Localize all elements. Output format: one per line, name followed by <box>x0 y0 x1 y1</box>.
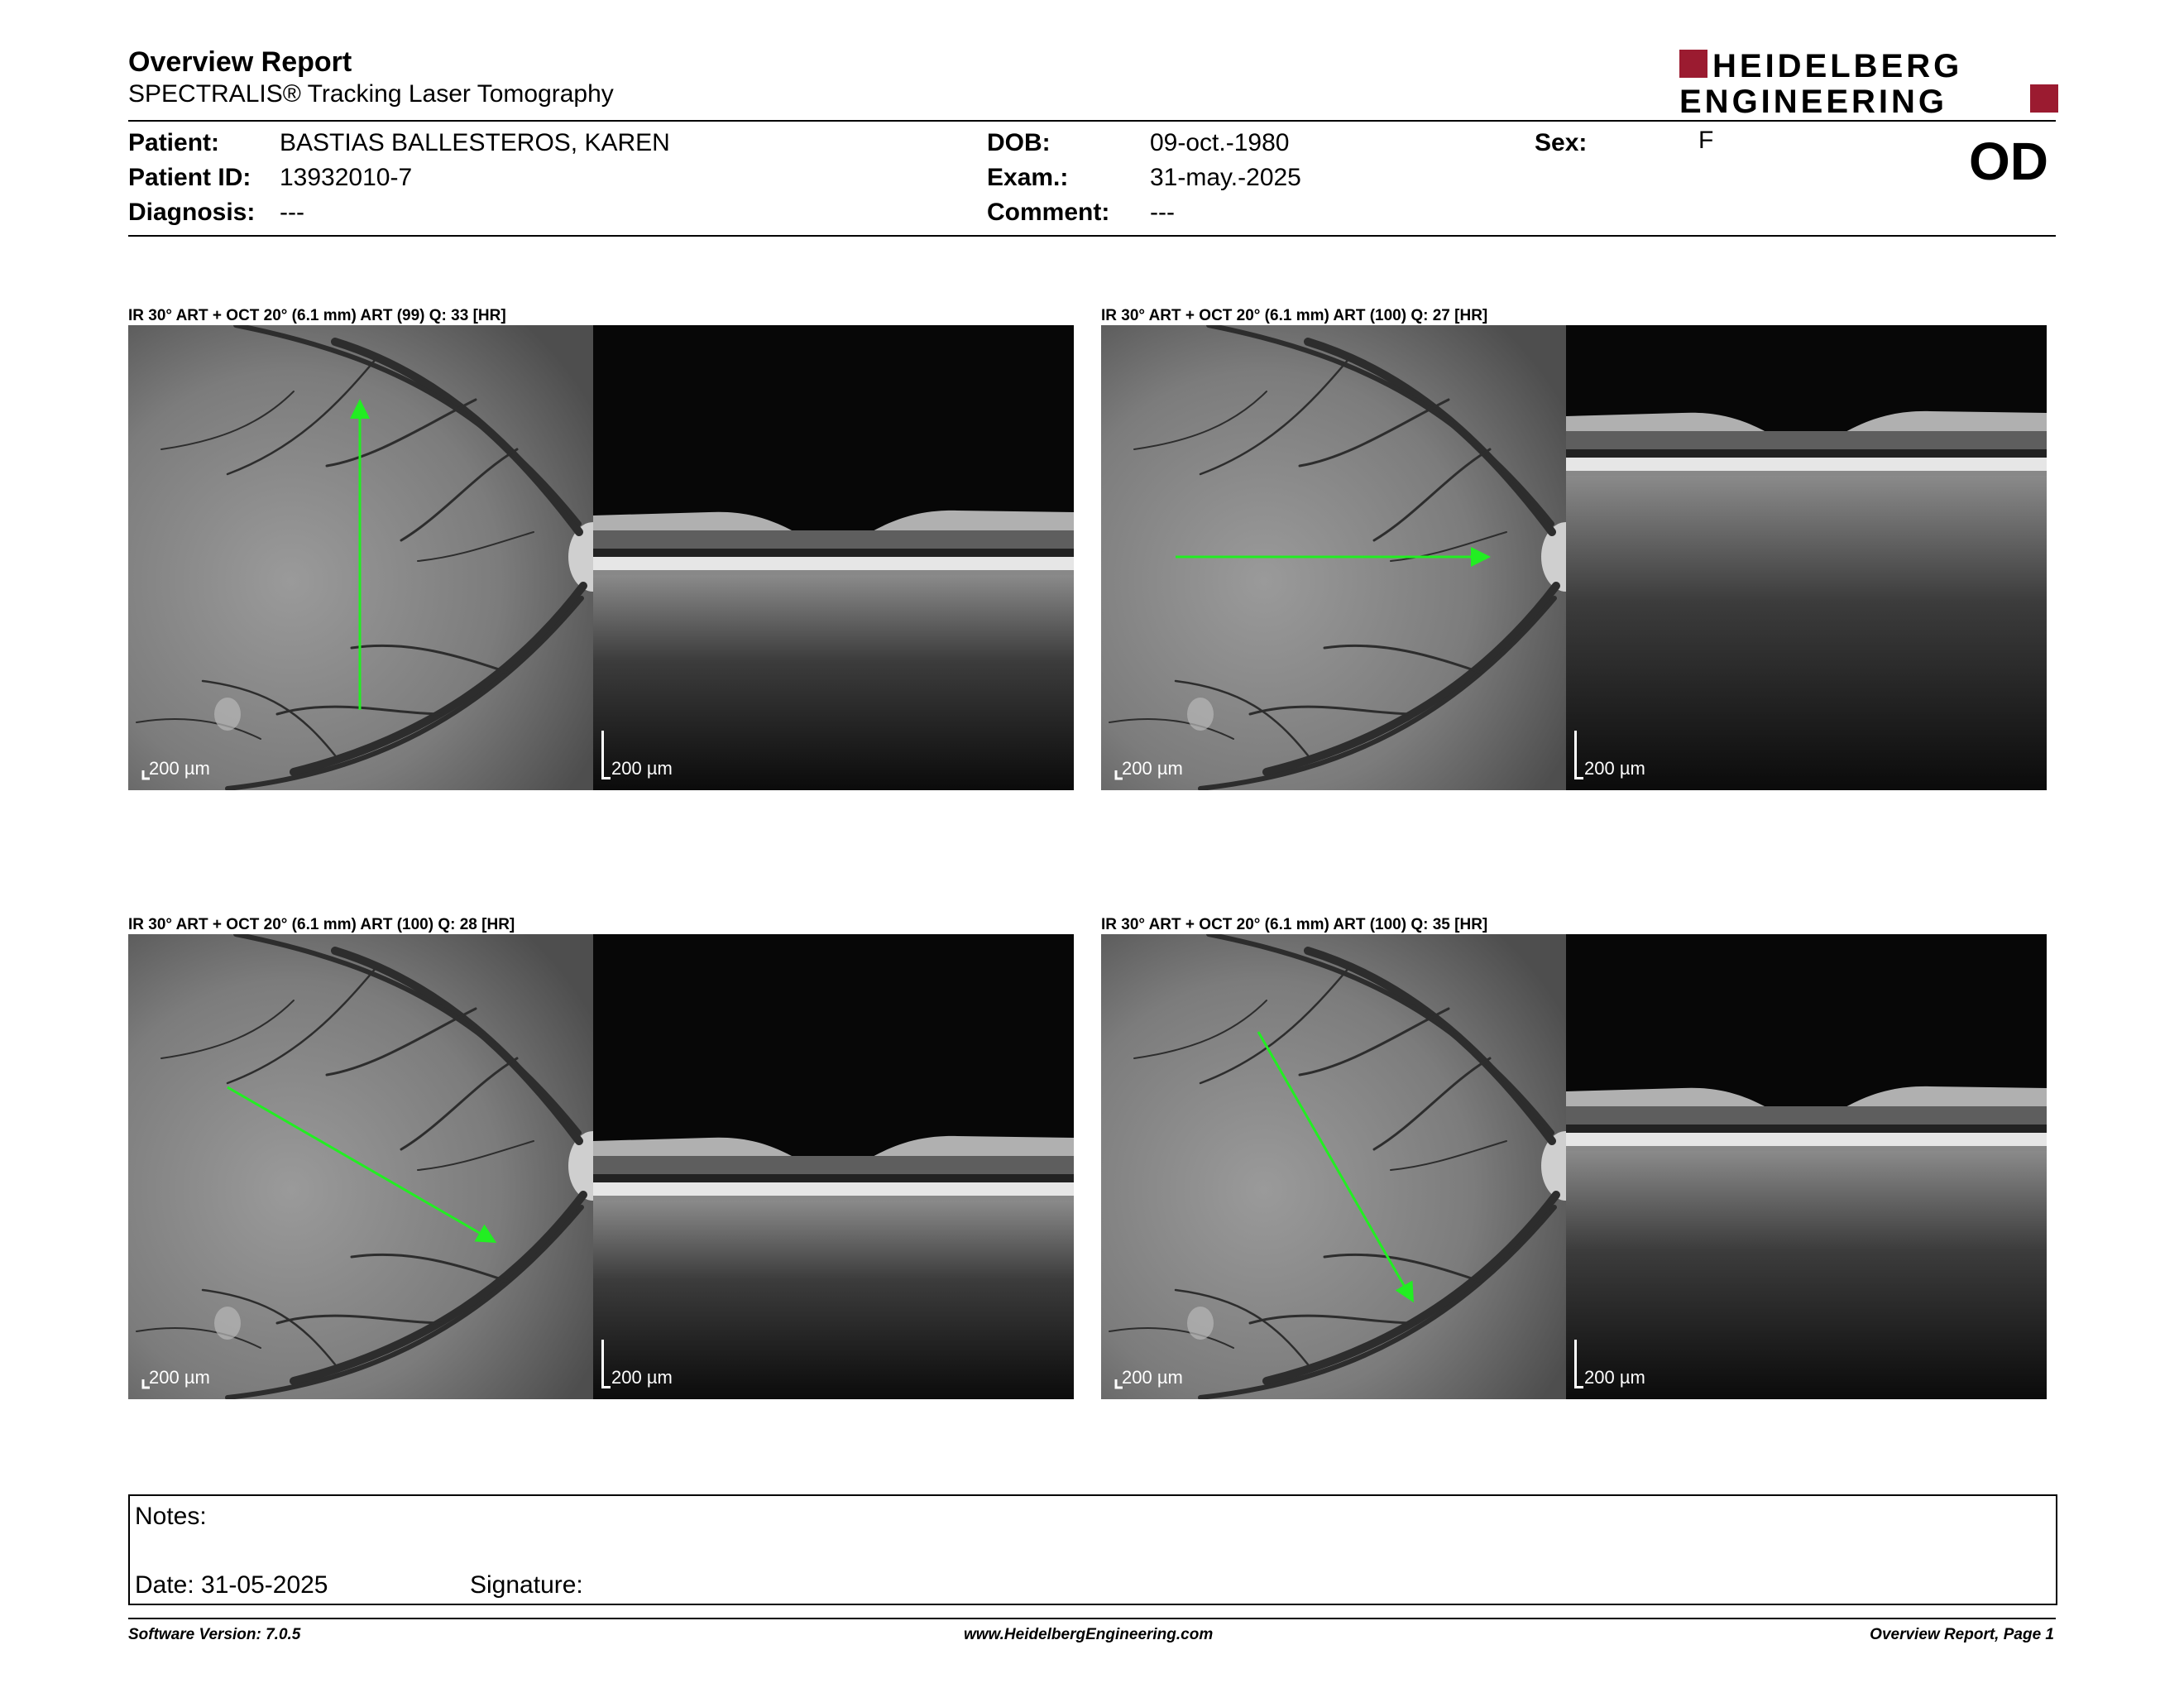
panel-caption-4: IR 30° ART + OCT 20° (6.1 mm) ART (100) Q: 35 [HR] <box>1101 916 1488 933</box>
scan-panel-4 <box>1101 934 2047 1399</box>
oct-scale-bar <box>601 1340 611 1388</box>
oct-scale-bar <box>601 731 611 779</box>
scan-panel-1 <box>128 325 1074 790</box>
software-version: Software Version: 7.0.5 <box>128 1626 301 1643</box>
patient-id-value: 13932010-7 <box>280 164 413 191</box>
exam-label: Exam.: <box>987 164 1069 191</box>
fundus-scale-label: 200 µm <box>149 1367 210 1388</box>
oct-bscan-image <box>593 325 1074 790</box>
dob-label: DOB: <box>987 129 1051 156</box>
diagnosis-label: Diagnosis: <box>128 199 256 226</box>
dob-value: 09-oct.-1980 <box>1150 129 1290 156</box>
diagnosis-value: --- <box>280 199 304 226</box>
notes-box[interactable] <box>128 1494 2057 1605</box>
page-label: Overview Report, Page 1 <box>1870 1626 2054 1643</box>
report-title: Overview Report <box>128 46 352 78</box>
header-divider <box>128 120 2056 122</box>
oct-scale-label: 200 µm <box>1584 1367 1645 1388</box>
oct-scale-bar <box>1574 731 1583 779</box>
oct-scale-label: 200 µm <box>611 1367 673 1388</box>
fundus-image <box>1101 325 1566 790</box>
patient-label: Patient: <box>128 129 220 156</box>
panel-caption-3: IR 30° ART + OCT 20° (6.1 mm) ART (100) Q: 28 [HR] <box>128 916 515 933</box>
comment-value: --- <box>1150 199 1175 226</box>
sex-label: Sex: <box>1535 129 1588 156</box>
signature-label: Signature: <box>470 1571 583 1599</box>
svg-text:ENGINEERING: ENGINEERING <box>1679 84 1948 116</box>
panel-caption-2: IR 30° ART + OCT 20° (6.1 mm) ART (100) Q: 27 [HR] <box>1101 307 1488 324</box>
oct-bscan-image <box>1566 325 2047 790</box>
eye-label: OD <box>1969 132 2048 191</box>
fundus-image <box>1101 934 1566 1399</box>
fundus-image <box>128 934 593 1399</box>
oct-scale-label: 200 µm <box>1584 758 1645 779</box>
fundus-scale-label: 200 µm <box>1122 1367 1183 1388</box>
scan-panel-2 <box>1101 325 2047 790</box>
fundus-scale-label: 200 µm <box>1122 758 1183 779</box>
website-link[interactable]: www.HeidelbergEngineering.com <box>964 1626 1214 1643</box>
footer-divider <box>128 1618 2056 1619</box>
notes-label: Notes: <box>135 1503 207 1530</box>
svg-text:HEIDELBERG: HEIDELBERG <box>1712 48 1963 84</box>
report-subtitle: SPECTRALIS® Tracking Laser Tomography <box>128 80 614 108</box>
fundus-scale-label: 200 µm <box>149 758 210 779</box>
oct-bscan-image <box>1566 934 2047 1399</box>
scan-panel-3 <box>128 934 1074 1399</box>
sex-value: F <box>1698 127 1714 154</box>
heidelberg-logo <box>1679 46 2060 116</box>
panel-caption-1: IR 30° ART + OCT 20° (6.1 mm) ART (99) Q: 33 [HR] <box>128 307 506 324</box>
exam-value: 31-may.-2025 <box>1150 164 1301 191</box>
oct-scale-label: 200 µm <box>611 758 673 779</box>
patient-name: BASTIAS BALLESTEROS, KAREN <box>280 129 670 156</box>
patient-id-label: Patient ID: <box>128 164 251 191</box>
fundus-image <box>128 325 593 790</box>
oct-bscan-image <box>593 934 1074 1399</box>
comment-label: Comment: <box>987 199 1110 226</box>
patient-divider <box>128 235 2056 237</box>
oct-scale-bar <box>1574 1340 1583 1388</box>
notes-date: Date: 31-05-2025 <box>135 1571 328 1599</box>
